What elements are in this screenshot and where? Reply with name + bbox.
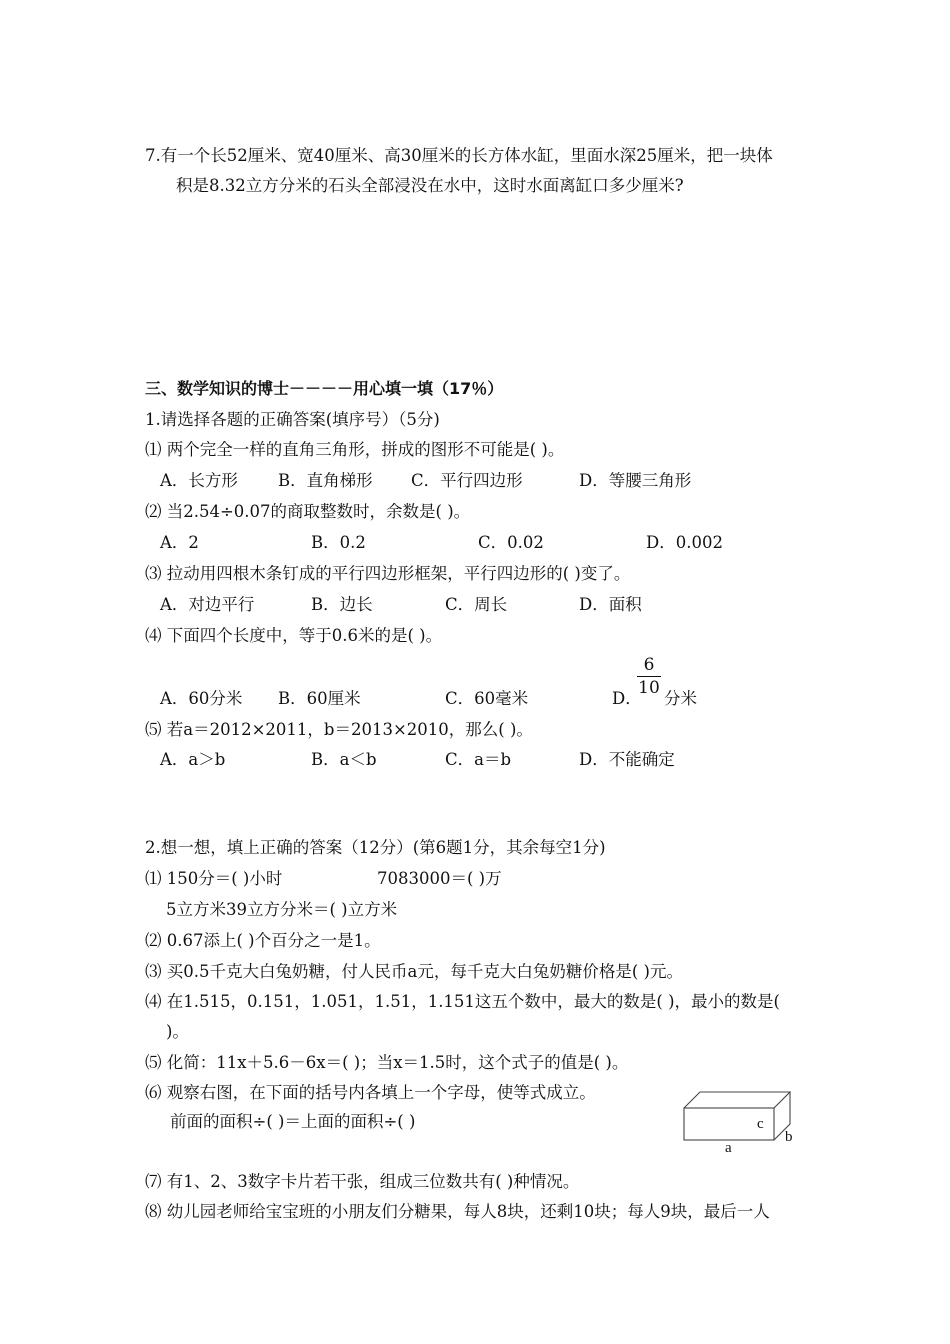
label-c: c xyxy=(757,1116,764,1132)
fill-1-a: ⑴ 150分＝( )小时 xyxy=(145,869,283,888)
question-1-option-b: B．直角梯形 xyxy=(278,471,373,490)
cuboid-drawing xyxy=(680,1088,800,1158)
question-4-option-b: B．60厘米 xyxy=(278,689,361,708)
cuboid-top-face xyxy=(684,1092,790,1108)
section-3-title: 三、数学知识的博士－－－－用心填一填（17％） xyxy=(145,379,504,398)
fraction-six-tenths xyxy=(636,654,662,699)
question-2-option-c: C．0.02 xyxy=(478,533,544,552)
question-5-option-a: A．a＞b xyxy=(160,750,226,769)
fill-5: ⑸ 化简：11x＋5.6－6x＝( )；当x＝1.5时，这个式子的值是( )。 xyxy=(145,1053,629,1072)
fraction-numerator: 6 xyxy=(643,655,655,675)
question-3-option-d: D．面积 xyxy=(579,595,642,614)
question-5-option-c: C．a＝b xyxy=(445,750,512,769)
question-3-option-b: B．边长 xyxy=(311,595,373,614)
question-3-option-a: A．对边平行 xyxy=(160,595,255,614)
part-1-title: 1.请选择各题的正确答案(填序号）（5分) xyxy=(145,410,440,429)
question-2-option-d: D．0.002 xyxy=(646,533,723,552)
question-4-option-a: A．60分米 xyxy=(160,689,243,708)
fill-4-line-1: ⑷ 在1.515，0.151，1.051，1.51，1.151这五个数中，最大的数是( )，最小的数是( xyxy=(145,992,780,1011)
fraction-denominator: 10 xyxy=(638,678,660,698)
fill-6-equation: 前面的面积÷( )＝上面的面积÷( ) xyxy=(170,1112,416,1131)
part-2-title: 2.想一想，填上正确的答案（12分）(第6题1分，其余每空1分) xyxy=(145,838,606,857)
q7-line-2: 积是8.32立方分米的石头全部浸没在水中，这时水面离缸口多少厘米? xyxy=(176,176,684,195)
label-b: b xyxy=(785,1129,793,1145)
fill-2: ⑵ 0.67添上( )个百分之一是1。 xyxy=(145,931,381,950)
question-2-option-b: B．0.2 xyxy=(311,533,366,552)
question-1-option-a: A．长方形 xyxy=(160,471,238,490)
question-4-option-d: D． xyxy=(612,689,642,708)
question-1-option-d: D．等腰三角形 xyxy=(579,471,692,490)
question-5-option-d: D．不能确定 xyxy=(579,750,675,769)
question-4-option-d-unit: 分米 xyxy=(664,689,697,708)
fill-1-b: 7083000＝( )万 xyxy=(377,869,502,888)
question-4-stem: ⑷ 下面四个长度中，等于0.6米的是( )。 xyxy=(145,626,443,645)
question-2-stem: ⑵ 当2.54÷0.07的商取整数时，余数是( )。 xyxy=(145,502,471,521)
q7-line-1: 7.有一个长52厘米、宽40厘米、高30厘米的长方体水缸，里面水深25厘米，把一块体 xyxy=(145,146,773,165)
fill-3: ⑶ 买0.5千克大白兔奶糖，付人民币a元，每千克大白兔奶糖价格是( )元。 xyxy=(145,962,683,981)
question-5-stem: ⑸ 若a＝2012×2011，b＝2013×2010，那么( )。 xyxy=(145,720,533,739)
label-a: a xyxy=(725,1140,732,1156)
question-3-stem: ⑶ 拉动用四根木条钉成的平行四边形框架，平行四边形的( )变了。 xyxy=(145,564,631,583)
question-5-option-b: B．a＜b xyxy=(311,750,377,769)
question-1-option-c: C．平行四边形 xyxy=(411,471,523,490)
cuboid-figure xyxy=(680,1088,800,1162)
question-3-option-c: C．周长 xyxy=(445,595,508,614)
question-1-stem: ⑴ 两个完全一样的直角三角形，拼成的图形不可能是( )。 xyxy=(145,440,565,459)
question-2-option-a: A．2 xyxy=(160,533,199,552)
fill-8: ⑻ 幼儿园老师给宝宝班的小朋友们分糖果，每人8块，还剩10块；每人9块，最后一人 xyxy=(145,1202,770,1221)
fill-1-c: 5立方米39立方分米＝( )立方米 xyxy=(166,900,398,919)
fill-4-line-2: )。 xyxy=(166,1022,189,1041)
fill-6: ⑹ 观察右图，在下面的括号内各填上一个字母，使等式成立。 xyxy=(145,1083,596,1102)
question-4-option-c: C．60毫米 xyxy=(445,689,529,708)
fill-7: ⑺ 有1、2、3数字卡片若干张，组成三位数共有( )种情况。 xyxy=(145,1172,580,1191)
